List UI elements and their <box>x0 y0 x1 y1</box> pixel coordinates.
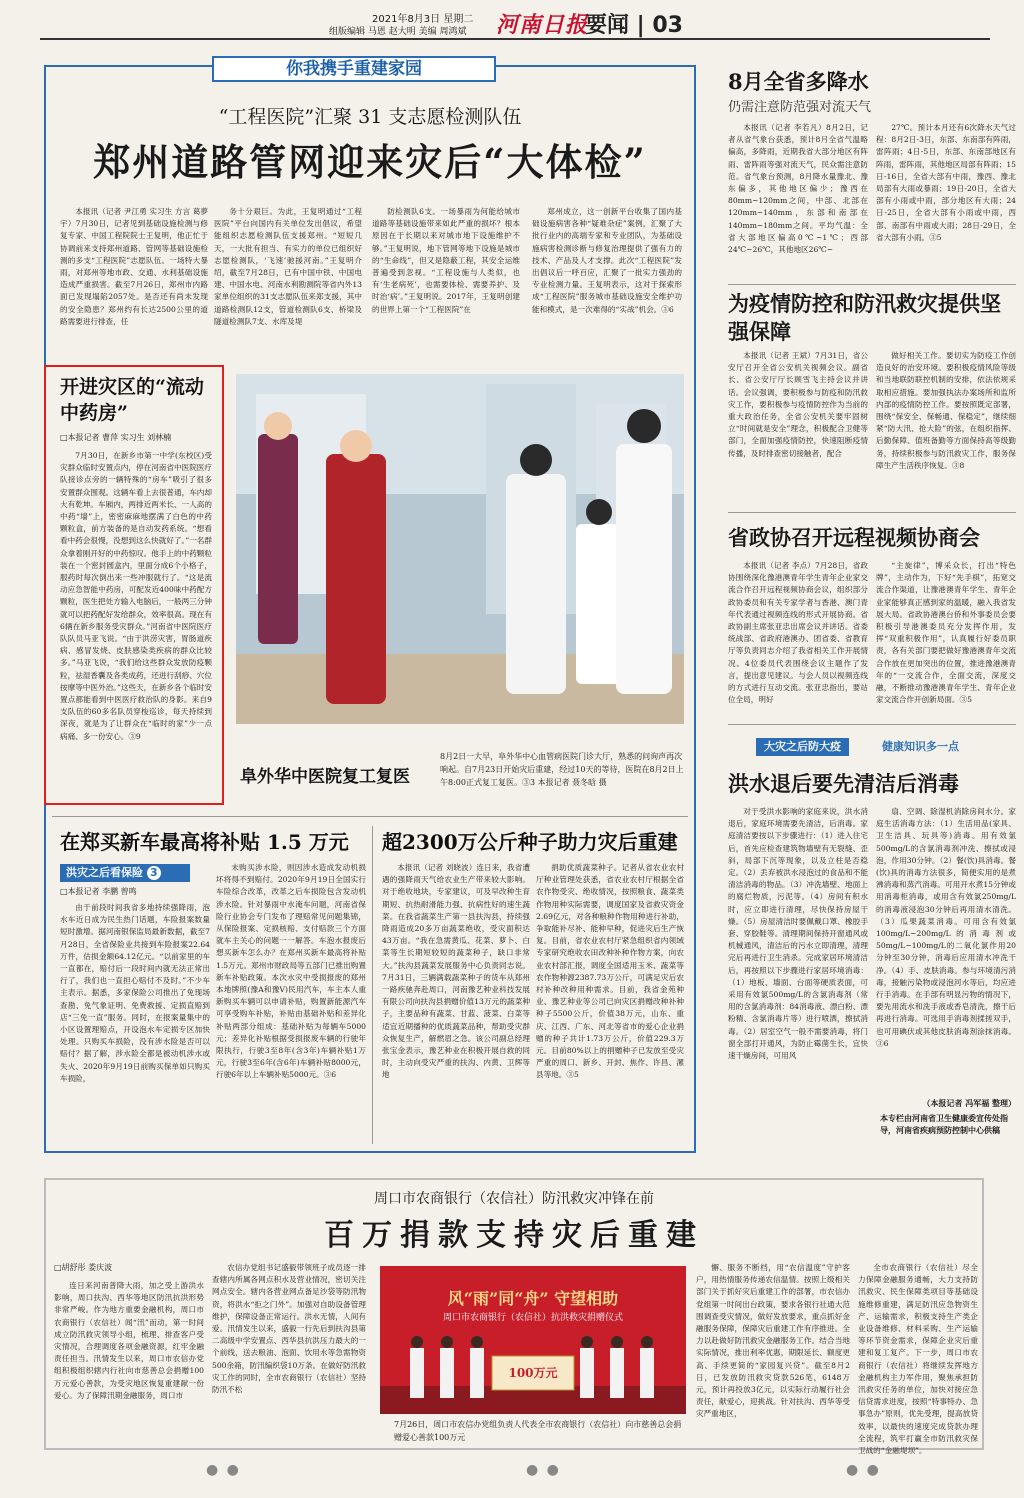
section-label: 要闻 | 03 <box>585 13 683 38</box>
rain-rule <box>728 284 1016 285</box>
seed-col-2: 捐助优质蔬菜种子。记者从省农业农村厅种业管理处获悉，省农业农村厅根据全省农作物受灾、绝收情况，按照粮食、蔬菜类作物用种实际需要，调度国家及省救灾资金2.69亿元，对各种粮种作物用种进行补助，争取能补尽补、能种早种，促进灾后生产恢复。目前，省农业农村厅紧急组织省内领域专家研究绝收农田改种补种作物方案，向农业农村部汇报，调度全国适用玉米、蔬菜等农作物种源2387.73万公斤，可满足灾后农村补种改种用种需求。目前，我省金苑种业、豫艺种业等公司已向灾区捐赠改种补种种子5500公斤，价值38万元，山东、重庆、江西、广东、河北等省市的爱心企业捐赠的种子共计1.73万公斤，价值229.3万元。目前80%以上的捐赠种子已发放至受灾严重的周口、新乡、开封、焦作、许昌、漯县等地。③5 <box>536 863 684 1080</box>
cppcc-col-2: “主旋律”，博采众长，打出“特色牌”，主动作为，下好“先手棋”，拓宽交流合作渠道，让豫港澳青年学生、青年企业家能够真正感到家的温暖，融入我省发展大局。省政协港澳台侨和外事委员会要积极引导港澳委员充分发挥作用，发挥“双重积极作用”，认真履行好委员职责，各有关部门要把做好豫港澳青年交流合作放在更加突出的位置，推进豫港澳青年的“一交流合作，全面交流，深度交融，不断推动豫港澳青年学生、青年企业家交流合作开创新局面。③5 <box>876 561 1016 705</box>
feature-col-3: 防检测队6支。一场暴雨为何能给城市道路等基础设施带来如此严重的损坏？根本原因在于长期以来对城市地下设施维护不够。”王复明说，地下管网等地下设施是城市的“生命线”，但又是隐蔽工程，其安全运维普遍受到忽视。“工程设施与人类似，也有‘生老病死’，也需要体检、需要养护、及时治‘病’。”王复明说。2017年，王复明创建的世界上第一个“工程医院”在 <box>372 207 520 314</box>
footer-dots-2: ● ● <box>526 1462 561 1478</box>
photo-caption: 8月2日一大早，阜外华中心血管病医院门诊大厅，熟悉的问询声再次响起。自7月23日开始灾后重建，经过10天的等待，医院在8月2日上午8:00正式复工复医。③3 本报记者 聂冬晗 摄 <box>440 752 684 787</box>
rain-title: 8月全省多降水 <box>728 69 869 94</box>
pharmacy-title: 开进灾区的“流动中药房” <box>60 376 204 424</box>
flood-note: 本专栏由河南省卫生健康委宣传处指导，河南省疾病预防控制中心供稿 <box>880 1113 1008 1135</box>
car-seed-divider <box>372 826 373 1144</box>
hospital-photo-image <box>236 374 684 724</box>
bank-photo-amount: 100万元 <box>508 1366 558 1380</box>
flood-tag-2: 健康知识多一点 <box>882 740 959 753</box>
pharmacy-byline: □本报记者 曹萍 实习生 刘林楠 <box>60 433 172 442</box>
footer-dots-3: ● ● <box>846 1462 881 1478</box>
bank-byline: □胡舒彤 娄庆波 <box>54 1263 113 1272</box>
issue-date: 2021年8月3日 星期二 <box>372 14 474 25</box>
photo-overlay-title: 阜外华中医院复工复医 <box>240 767 410 787</box>
bank-photo-caption: 7月26日，周口市农信办党组负责人代表全市农商银行（农信社）向市慈善总会捐赠爱心善款100万元 <box>394 1420 682 1442</box>
bank-pretitle: 周口市农商银行（农信社）防汛救灾冲锋在前 <box>374 1191 654 1207</box>
flood-tag-1: 大灾之后防大疫 <box>756 738 849 756</box>
masthead-logo: 河南日报 <box>496 12 589 38</box>
footer-dots-1: ● ● <box>206 1462 241 1478</box>
header-rule <box>40 38 990 40</box>
car-byline: □本报记者 李鹏 曾鸣 <box>60 887 137 896</box>
bank-photo <box>380 1266 686 1414</box>
bank-col-3: 懈、服务不断档，用“农信温度”守护客户，用热情服务传递农信温情。按照上级相关部门关于抓好灾后重建工作的部署，市农信办党组第一时间出台政策，要求各银行社通大范围调查受灾情况，做好发放要求，重点抓好金融服务保障，保障灾后重建工作有序推进。全力以赴做好防汛救灾金融服务工作。结合当地实际情况，推出利率优惠，期限延长、额度更高、手续更简的“家园复兴贷”。截至8月2日，已发放防汛救灾贷款526笔，6148万元，预计再投放3亿元，以实际行动履行社会责任，献爱心，迎挑战。针对扶沟、西华等受灾严重地区， <box>696 1263 850 1419</box>
flood-title: 洪水退后要先清洁后消毒 <box>728 771 959 796</box>
bank-title: 百万捐款支持灾后重建 <box>324 1218 704 1253</box>
bank-col-2: 农信办党组书记盛毅带领班子成员逐一排查辖内所属各网点积水及营业情况，密切关注网点安全。辖内各营业网点备足沙袋等防汛物资，将洪水“拒之门外”。加强对自助设备管理维护，保障设备正常运行。洪水无情，人间有爱。汛情发生以来，盛毅一行先后到扶沟县第二高级中学安置点、西华县抗洪压力最大的一个前线，送去粮油、泡面、饮用水等急需物资500余箱，防汛编织袋10万条。在做好防汛救灾工作的同时，全市农商银行（农信社）坚持防汛不松 <box>212 1263 366 1395</box>
bank-col-1: 连日来河南普降大雨，加之受上游洪水影响，周口扶沟、西华等地区防汛抗洪形势非常严峻。作为地方重要金融机构，周口市农商银行（农信社）闻“汛”而动，第一时间成立防汛救灾领导小组，梳理、排查客户受灾情况，合理调度各项金融资源，红牢金融责任担当。汛情发生以来，周口市农信办党组积极组织辖内行社向市慈善总会捐赠100万元爱心善款，为受灾地区恢复重建献一份爱心。为了保障汛期金融服务，周口市 <box>54 1281 204 1400</box>
flood-col-1: 对于受洪水影响的家庭来说，洪水消退后，家庭环境需要先清洁，后消毒。家庭清洁要按以下步骤进行：（1）进入住宅后，首先应检查建筑物墙壁有无裂缝、歪斜，局部下沉等现象，以及立柱是否稳定。（2）丢弃被洪水浸泡过的食品和不能清洁消毒的物品。（3）冲洗墙壁、地面上的腐烂物质，污泥等。（4）房间有积水时，应立即进行清理，尽快保持房屋干燥。（5）房屋清洁时要佩戴口罩、橡胶手套、穿胶鞋等。清理期间保持开窗通风或机械通风，清洁后的污水立即清理，清理完后再进行卫生消杀。完成家居环境清洁后，再按照以下步骤进行家居环境消毒：（1）地板、墙面、台面等硬质表面，可采用有效氯500mg/L的含氯消毒剂（常用的含氯消毒剂：84消毒液、漂白粉、漂粉精、含氯消毒片等）进行喷洒，擦拭消毒。（2）居室空气一般不需要消毒，将门窗全部打开通风，为防止霉菌生长，宜快速干燥房间，可用风 <box>728 807 868 1061</box>
pharmacy-body: 7月30日，在新乡市第一中学(东校区)受灾群众临时安置点内，停在河南省中医院医疗队接诊点旁的一辆特殊的“房车”吸引了很多安置群众围观。这辆车看上去很普通，车内却大有乾坤。车厢内，两排近两米长、一人高的中药“墙”上，密密麻麻地摆满了白色的中药颗粒盒，前方装备的是自动发药系统。“想看看中药会很慢，没想到这么快就好了。”一名群众拿着刚开好的中药惊叹。他手上的中药颗粒装在一个密封圆盒内，里面分成6个小格子，服药时每次倒出来一些冲服就行了。“这是流动应急智能中药房，可配发近400味中药配方颗粒，医生把处方输入电脑后，一般两三分钟就可以把药配好发给群众，效率很高。现在有6辆在新乡服务受灾群众。”河南省中医院医疗队队员马亚飞说。“由于洪涝灾害，胃肠道疾病、感冒发烧、皮肤感染类疾病的群众比较多。”马亚飞说，“我们给这些群众发放防疫颗粒，祛湿香囊及各类成药，还进行刮痧、穴位按摩等中医外治。”这些天，在新乡各个临时安置点都能看到中医医疗救治队的身影。来自9支队伍的60多名队员穿梭巡诊，每天持续到深夜，就是为了让群众在“临时的家”少一点病痛、多一份安心。③9 <box>60 451 212 741</box>
cppcc-title: 省政协召开远程视频协商会 <box>728 525 980 550</box>
flood-col-2: 扇、空调、除湿机消除房间水分。家庭生活消毒方法：（1）生活用品(家具、卫生洁具、玩具等)消毒。用有效氯500mg/L的含氯消毒剂冲洗、擦拭或浸泡，作用30分钟。（2）餐(饮)具消毒。餐(饮)具的消毒方法很多，简便实用的是煮沸消毒和蒸汽消毒。可用开水煮15分钟或用消毒柜消毒，或用含有效氯250mg/L的消毒液浸泡30分钟后再用清水清洗。（3）瓜果蔬菜消毒。可用含有效氯100mg/L~200mg/L的消毒剂或50mg/L~100mg/L的二氧化氯作用20分钟至30分钟，消毒后应用清水冲洗干净。（4）手、皮肤消毒。参与环境清污消毒，接触污染物或浸泡河水等后，均应进行手消毒。在手部有明显污物的情况下，要先用流水和洗手液或香皂清洗，擦干后再进行消毒。可选用手消毒剂揉搓双手，也可用碘伏或其他皮肤消毒剂涂抹消毒。③6 <box>876 807 1016 1048</box>
feature-banner: 你我携手重建家园 <box>212 56 496 82</box>
cppcc-col-1: 本报讯（记者 李点）7月28日，省政协围绕深化豫港澳青年学生青年企业家交流合作召开远程视频协商会议，组织部分政协委员和有关专家学者与香港、澳门青年代表通过视频连线的形式开展协商。省政协副主席张亚忠出席会议并讲话。省委统战部、省政府港澳办、团省委、省教育厅等负责同志介绍了我省相关工作开展情况。4位委员代表围绕会议主题作了发言，提出意见建议。与会人员以视频连线的方式进行互动交流。张亚忠指出，要站位全局，明好 <box>728 561 868 705</box>
epidemic-col-1: 本报讯（记者 王斌）7月31日，省公安厅召开全省公安机关视频会议。副省长、省公安厅厅长顾雪飞主持会议并讲话。会议强调，要积极参与防疫和防汛救灾工作，要积极参与疫情防控作为当前的重大政治任务，全省公安机关要牢固树立“时间就是安全”理念，积极配合卫健等部门，全面加强疫情防控，快速阻断疫情传播，及时排查密切接触者，配合 <box>728 351 868 458</box>
rain-col-2: 27℃。预计本月还有6次降水天气过程：8月2日-3日，东部、东南部有阵雨，雷阵雨；4日-5日，东部、东南部地区有阵雨，雷阵雨，其他地区局部有阵雨；15日-16日，全省大部有中雨，豫西、豫北局部有大雨或暴雨；19日-20日，全省大部有小雨或中雨，部分地区有大雨；24日-25日，全省大部有小雨或中雨，西部、南部有中雨或大雨；28日-29日，全省大部有小雨。③5 <box>876 123 1016 242</box>
car-col-1: 由于前段时间我省多地持续强降雨，泡水车近日成为民生热门话题，车险报案数量短时激增。据河南银保监局最新数据，截至7月28日，全省保险业共接到车险报案22.64万件，估损金额64.12亿元。“以前家里的车一直都在，赔付后一段时间内就无法正常出行了，我们也一直担心赔付不及时。”不少车主表示。据悉，多家保险公司推出了免现场查勘、免气象证明、免费救援、定损直赔到店“三免一直”服务。同时，在报案量集中的小区设置理赔点，开设泡水车定损专区加快处理。只购买车损险，没有涉水险是否可以赔付？据了解，涉水险全都是被动机涉水或失火、2020年9月19日前购买保单如只购买车损险， <box>60 903 210 1083</box>
car-tag-text: 洪灾之后看保险 <box>66 866 143 879</box>
feature-bottom-rule <box>52 816 688 817</box>
seed-col-1: 本报讯（记者 刘晓波）连日来，我省遭遇的强降雨天气给农业生产带来较大影响。对于绝收地块，专家建议，可及早改种生育期短、抗热耐滑能力强、抗病性好的速生蔬菜。在我省蔬菜生产第一县扶沟县，持续强降雨造成20多万亩蔬菜绝收，受灾面积达43万亩。“我在急需黄瓜、花菜、萝卜、白菜等生长期短较短的蔬菜种子，缺口非常大。”扶沟县蔬菜发展服务中心负责同志说。7月31日，三辆满载蔬菜种子的货车从郑州一路疾驰奔赴周口，河南豫艺种业科技发展有限公司向扶沟县捐赠价值13万元的蔬菜种子，主要品种有蔬菜、甘蓝、菠菜、白菜等适宜近期播种的优质蔬菜品种，帮助受灾群众恢复生产，解燃眉之急。该公司副总经理张宝金表示，豫艺种业在积极开展自救的同时，主动向受灾严重的扶沟、内黄、卫辉等地 <box>382 863 530 1080</box>
hospital-photo <box>236 374 684 724</box>
car-tag-number: 3 <box>147 866 161 880</box>
cppcc-rule <box>728 724 1016 725</box>
rain-subtitle: 仍需注意防范强对流天气 <box>728 100 872 115</box>
bank-photo-banner: 风“雨”同“舟” 守望相助 <box>447 1289 619 1308</box>
feature-pretitle: “工程医院”汇聚 31 支志愿检测队伍 <box>218 106 522 128</box>
feature-col-2: 务十分艰巨。为此，王复明通过“工程医院”平台向国内有关单位发出倡议，希望能组织志愿检测队伍支援郑州。“短短几天，一大批有担当、有实力的单位已组织好志愿检测队，‘飞速’驰援河南。”王复明介绍，截至7月28日，已有中国中铁、中国电建、中国水电、河南水利勘测院等省内外13家单位组织的31支志愿队伍来郑支援，其中道路检测队12支，管道检测队6支、桥梁及隧道检测队7支、水库及堤 <box>214 207 362 326</box>
seed-title: 超2300万公斤种子助力灾后重建 <box>382 830 678 854</box>
epidemic-rule <box>728 512 1016 513</box>
feature-col-4: 郑州成立，这一创新平台收集了国内基础设施病害各种“疑难杂症”案例，汇聚了大批行业内的高端专家和专业团队，为基础设施病害检测诊断与修复治理提供了强有力的技术、产品及人才支撑。此次“工程医院”发出倡议后一呼百应，汇聚了一批实力强劲的专业检测力量。王复明表示，这对于探索形成“工程医院”服务城市基础设施安全维护功能和模式，是一次难得的“实战”机会。③6 <box>532 207 682 314</box>
feature-title: 郑州道路管网迎来灾后“大体检” <box>93 140 647 184</box>
rain-col-1: 本报讯（记者 李若凡）8月2日，记者从省气象台获悉，预计8月全省气温略偏高，多降雨，近期我省大部分地区有阵雨、雷阵雨等强对流天气，民众需注意防范。省气象台预测，8月降水量豫北、豫东偏多，其他地区偏少；豫西在80mm~120mm之间，中部、北部在120mm~140mm，东部和南部在140mm~180mm之间。平均气温：全省大部地区偏高0℃~1℃；西部24℃~26℃，其他地区26℃~ <box>728 123 868 255</box>
car-title: 在郑买新车最高将补贴 1.5 万元 <box>60 830 349 854</box>
editors-line: 组版编辑 马恩 赵大明 美编 周鸿斌 <box>329 27 467 37</box>
section-name: 要闻 <box>585 13 630 38</box>
epidemic-title: 为疫情防控和防汛救灾提供坚强保障 <box>728 291 1001 344</box>
feature-col-1: 本报讯（记者 尹江勇 实习生 方言 葛夢宇）7月30日，记者见到基础设施检测与修复专家、中国工程院院士王复明，他正忙于协调前来支持郑州道路、管网等基础设施检测的多支“工程医院”志愿队伍。一场特大暴雨，对郑州等地市政、交通、水利基础设施造成严重损害。截至7月26日，郑州市内路面已发现塌陷2057处。是否还有尚未发现的安全隐患？郑州约有长达2500公里的道路需要进行排查，任 <box>60 207 208 326</box>
bank-col-4: 全市农商银行（农信社）尽全力保障金融服务通畅，大力支持防汛救灾、民生保障类项目等基础设施维修重建，满足防汛应急物资生产、运输需求，积极支持生产类企业设备维修、材料采购、生产运输等环节资金需求，保障企业灾后重建和复工复产。下一步，周口市农商银行（农信社）将继续发挥地方金融机构主力军作用，聚焦承担防汛救灾任务的单位，加快对接应急信贷需求进度，按照“特事特办、急事急办”原则，优先受理，提高放贷效率，以最快的速度完成贷款办理全流程，筑牢打赢全市防汛救灾保卫战的“金融堤坝”。 <box>858 1263 978 1456</box>
car-tag <box>60 864 190 882</box>
epidemic-col-2: 做好相关工作。要切实为防疫工作创造良好的治安环境。要积极疫情风险等级和当地联防联控机制的安排，依法依规采取相应措施。要加强执法办案场所和监所内部的疫情防控工作。要按照既定部署，围绕“保安全、保畅通、保稳定”，继续细紧“防大汛、抢大险”的弦，在组织指挥、后勤保障、值班备勤等方面保持高等级勤务，持续积极参与防汛救灾工作，服务保障生产生活秩序恢复。③8 <box>876 351 1016 470</box>
bank-photo-sign: 周口市农商银行（农信社）抗洪救灾捐赠仪式 <box>442 1313 623 1323</box>
car-col-2: 未购买涉水险，则因涉水造成发动机损坏将得不到赔付。2020年9月19日全国实行车险综合改革，改革之后车损险包含发动机涉水险。针对暴雨中水淹车问题，河南省保险行业协会专门发布了理赔常见问题集锦，从保险报案、定损核赔、支付赔款三个方面就车主关心的问题一一解答。车泡水报废后想买新车怎么办？在郑州买新车最高将补贴1.5万元。郑州市财政局等五部门已推出购置新车补贴政策。本次水灾中受损报废的郑州本地牌照(豫A和豫V)民用汽车，车主本人重新购买车辆可以申请补贴，购置新能源汽车可享受购车补贴，补贴由基础补贴和差异化补贴两部分组成：基础补贴为每辆车5000元；差异化补贴根据受损报废车辆的行驶年限执行，行驶3至8年(含3年)车辆补贴1万元，行驶3至6年(含6年)车辆补贴8000元，行驶6年以上车辆补贴5000元。③6 <box>216 863 366 1080</box>
page-number: 03 <box>652 13 683 38</box>
flood-credit: （本报记者 冯军福 整理） <box>922 1098 1016 1108</box>
